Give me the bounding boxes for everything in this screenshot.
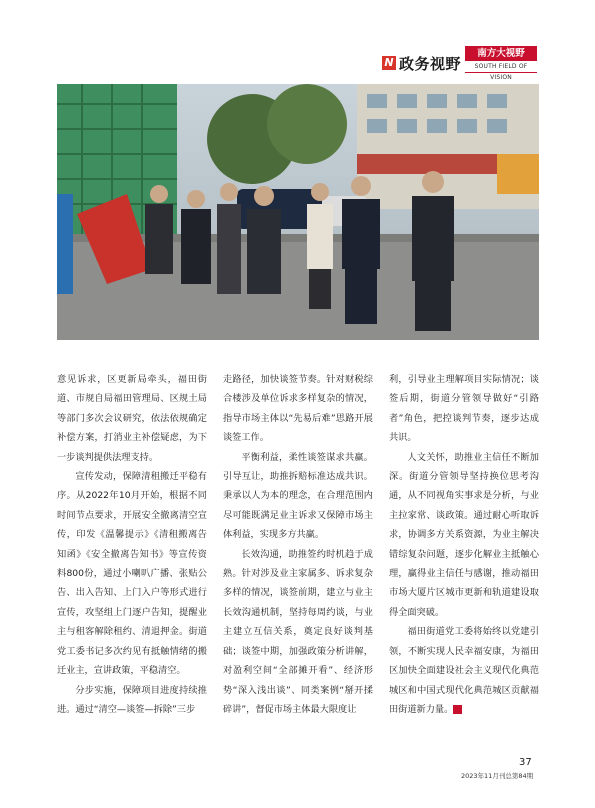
paragraph: 宣传发动，保障清租搬迁平稳有序。从2022年10月开始，根据不同时间节点要求，开展安全撤离清空宣传，印发《温馨提示》《清租搬离告知函》《安全撤离告知书》等宣传资料800份，通过小喇叭广播、张贴公告、出入告知、上门入户等形式进行宣传，攻坚组上门逐户告知，提醒业主与租客解除租约、清退押金。街道党工委书记多次约见有抵触情绪的搬迁业主，宣讲政策，平稳清空。: [57, 471, 207, 677]
article-column-1: [57, 370, 207, 719]
paragraph: 平衡利益，柔性谈签谋求共赢。引导互让，助推拆赔标准达成共识。秉承以人为本的理念，在合理范围内尽可能既满足业主诉求又保障市场主体利益，实现多方共赢。: [223, 451, 373, 541]
paragraph: 人文关怀，助推业主信任不断加深。街道分管领导坚持换位思考沟通，从不同视角实事求是分析，与业主拉家常、谈政策。通过耐心听取诉求，协调多方关系资源，为业主解决错综复杂问题，逐步化解业主抵触心理，赢得业主信任与感谢，推动福田市场大厦片区城市更新和轨道建设取得全面突破。: [389, 451, 539, 618]
article-column-3: [389, 370, 539, 719]
paragraph: 意见诉求，区更新局牵头，福田街道、市规自局福田管理局、区规土局等部门多次会议研究，依法依规确定补偿方案，打消业主补偿疑虑，为下一步谈判提供法理支持。: [57, 374, 207, 463]
brand-name-en: SOUTH FIELD OF VISION: [465, 61, 537, 73]
brand-badge: [465, 46, 537, 81]
article-body: [57, 370, 539, 715]
section-title: 政务视野: [399, 55, 462, 73]
paragraph: 利，引导业主理解项目实际情况；谈签后期，街道分管领导做好“引路者”角色，把控谈判节奏，逐步达成共识。: [389, 374, 539, 444]
page-header: [0, 40, 595, 80]
paragraph-text: 福田街道党工委将始终以党建引领，不断实现人民幸福安康，为福田区加快全面建设社会主义现代化典范城区和中国式现代化典范城区贡献福田街道新力量。: [389, 626, 539, 715]
page-number: 37: [519, 757, 532, 768]
paragraph: 分步实施，保障项目进度持续推进。通过“清空—谈签—拆除”三步: [57, 684, 207, 715]
inspection-photo: [57, 84, 539, 340]
article-column-2: [223, 370, 373, 719]
paragraph: [389, 622, 539, 719]
magazine-logo-icon: N: [382, 56, 396, 70]
issue-info: 2023年11月刊总第84期: [461, 772, 534, 780]
paragraph: 走路径，加快谈签节奏。针对财税综合楼涉及单位诉求多样复杂的情况，指导市场主体以“先易后难”思路开展谈签工作。: [223, 374, 373, 444]
paragraph: 长效沟通，助推签约时机趋于成熟。针对涉及业主家属多、诉求复杂多样的情况，谈签前期，建立与业主长效沟通机制，坚持每周约谈，与业主建立互信关系，奠定良好谈判基础；谈签中期，加强政策分析讲解，对盈利空间“全部摊开看”、经济形势“深入浅出谈”、同类案例“掰开揉碎讲”，督促市场主体最大限度让: [223, 548, 373, 715]
street-scene-illustration: [57, 84, 539, 340]
brand-name-cn: 南方大视野: [465, 46, 537, 61]
end-mark-icon: N: [453, 705, 462, 714]
